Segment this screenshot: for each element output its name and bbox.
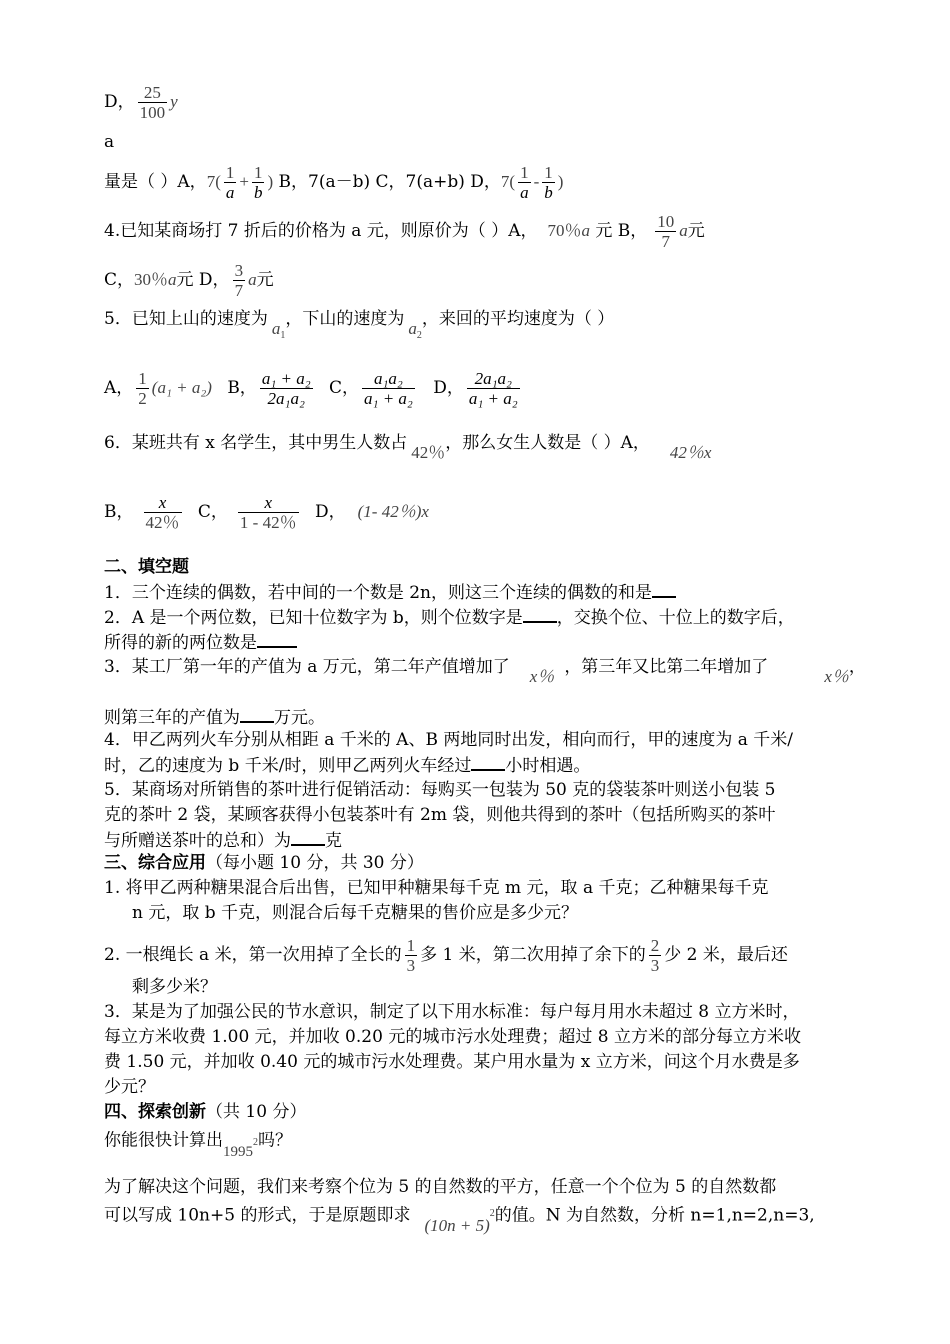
- option-label: D，: [104, 92, 135, 112]
- s3-item-2b: 剩多少米？: [132, 977, 217, 997]
- section-2-title: 二、填空题: [104, 557, 189, 577]
- line-option-d: D， $\frac{25}{100}$ y: [104, 83, 178, 122]
- q5-line1: 5．已知上山的速度为 $a_1$，下山的速度为 $a_2$，来回的平均速度为（ ）: [104, 309, 615, 342]
- section-3-title: 三、综合应用（每小题 10 分，共 30 分）: [104, 853, 424, 873]
- s2-item-5: 5．某商场对所销售的茶叶进行促销活动：每购买一包装为 50 克的袋装茶叶则送小包装 5: [104, 780, 776, 800]
- s2-item-5b: 克的茶叶 2 袋，某顾客获得小包装茶叶有 2m 袋，则他共得到的茶叶（包括所购买的茶叶: [104, 805, 776, 825]
- s3-item-1: 1. 将甲乙两种糖果混合后出售，已知甲种糖果每千克 m 元，取 a 千克；乙种糖果每千克: [104, 878, 769, 898]
- s4-para-2: 可以写成 10n+5 的形式，于是原题即求 $(10n + 5)^2$的值。N 为自然数，分析 n=1,n=2,n=3,: [104, 1205, 815, 1235]
- s2-item-1: 1．三个连续的偶数，若中间的一个数是 2n，则这三个连续的偶数的和是: [104, 580, 676, 604]
- s2-item-2: 2．A 是一个两位数，已知十位数字为 b，则个位数字是 ，交换个位、十位上的数字后，: [104, 605, 795, 629]
- s2-item-3: 3．某工厂第一年的产值为 a 万元，第二年产值增加了 x％ ，第三年又比第二年增加了 x％，: [104, 657, 866, 686]
- s2-item-4b: 时，乙的速度为 b 千米/时，则甲乙两列火车经过 小时相遇。: [104, 753, 590, 777]
- s2-item-5c: 与所赠送茶叶的总和）为 克: [104, 828, 342, 852]
- s3-item-3: 3．某是为了加强公民的节水意识，制定了以下用水标准：每户每月用水未超过 8 立方米时，: [104, 1002, 800, 1022]
- s2-item-3b: 则第三年的产值为 万元。: [104, 705, 325, 729]
- q6-options: B， $\frac{x}{42\%}$ C， $\frac{x}{1 - 42\%}$ D， (1- 42％)x: [104, 493, 429, 532]
- fraction: $\frac{25}{100}$: [139, 83, 166, 122]
- s3-item-3d: 少元？: [104, 1077, 155, 1097]
- q3-line2: 量是（ ）A，7( $\frac{1}{a}$ + $\frac{1}{b}$ ) B，7(a－b) C，7(a+b) D，7( $\frac{1}{a}$ - $\frac{1}{b}$ ): [104, 163, 564, 202]
- q4-line2: C，30％a元 D， $\frac{3}{7}$ a元: [104, 261, 274, 300]
- s2-item-2b: 所得的新的两位数是: [104, 630, 297, 654]
- s4-question: 你能很快计算出1995$^2$吗？: [104, 1130, 292, 1160]
- s2-item-4: 4．甲乙两列火车分别从相距 a 千米的 A、B 两地同时出发，相向而行，甲的速度为 a 千米/: [104, 730, 794, 750]
- q4-line1: 4.已知某商场打 7 折后的价格为 a 元，则原价为（ ）A， 70％a 元 B， $\frac{10}{7}$ a元: [104, 212, 705, 251]
- section-4-title: 四、探索创新（共 10 分）: [104, 1102, 307, 1122]
- q5-options: A， $\frac{1}{2}$ (a₁ + a₂) B， $\frac{\text{a₁ + a₂}}{\text{2a₁a₂}}$ C， $\frac{\text{a₁a₂}}{\text{a₁ + a₂}}$ D， $\frac{\text{2a₁a₂}}{\text{a₁ + a₂}}$: [104, 369, 518, 408]
- q3-line1: a: [104, 132, 115, 152]
- s3-item-3b: 每立方米收费 1.00 元，并加收 0.20 元的城市污水处理费；超过 8 立方米的部分每立方米收: [104, 1027, 801, 1047]
- q6-line1: 6．某班共有 x 名学生，其中男生人数占 42％，那么女生人数是（ ）A， 42％x: [104, 433, 712, 462]
- s3-item-2: 2. 一根绳长 a 米，第一次用掉了全长的 $\frac{1}{3}$ 多 1 米，第二次用掉了余下的 $\frac{2}{3}$ 少 2 米，最后还: [104, 936, 788, 975]
- s3-item-1b: n 元，取 b 千克，则混合后每千克糖果的售价应是多少元？: [132, 903, 579, 923]
- s4-para-1: 为了解决这个问题，我们来考察个位为 5 的自然数的平方，任意一个个位为 5 的自然数都: [104, 1177, 777, 1197]
- s3-item-3c: 费 1.50 元，并加收 0.40 元的城市污水处理费。某户用水量为 x 立方米，问这个月水费是多: [104, 1052, 800, 1072]
